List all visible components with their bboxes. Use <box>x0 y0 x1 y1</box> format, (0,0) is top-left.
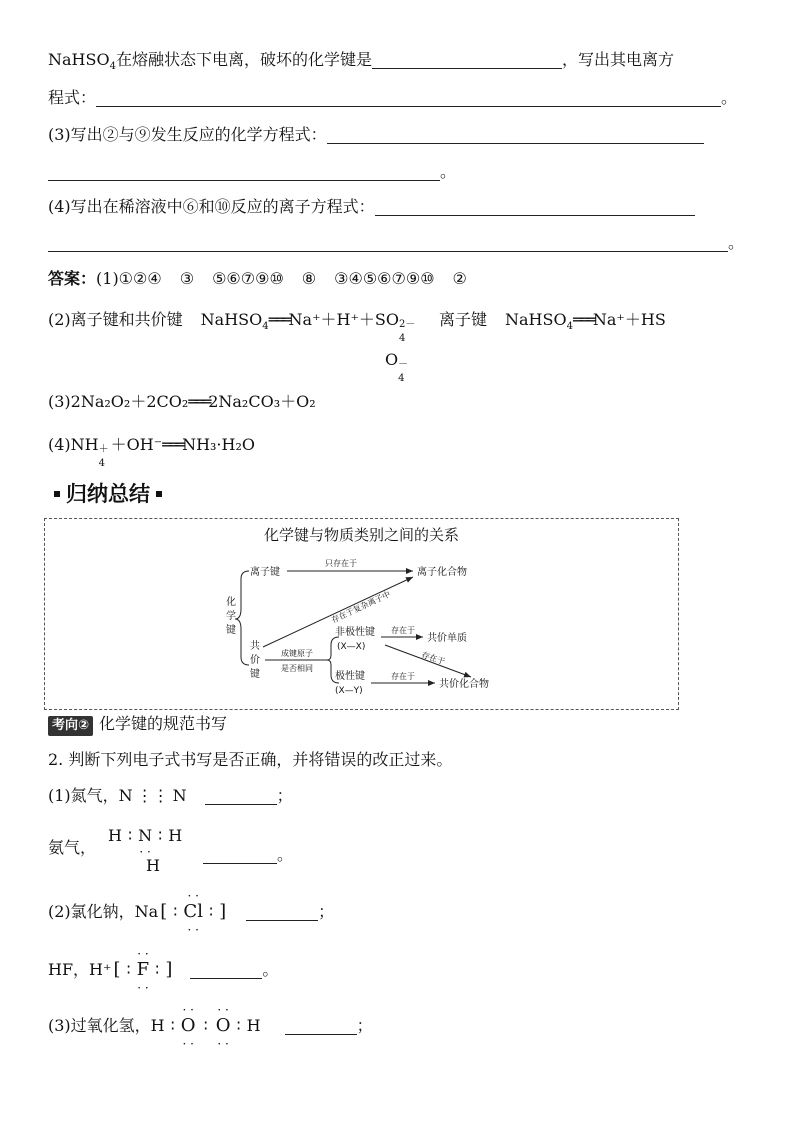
formula-text: NaHSO <box>48 50 110 69</box>
bond-dots: ∶ <box>170 1016 175 1035</box>
ionic-compound-label: 离子化合物 <box>417 567 467 578</box>
bracket: [ <box>160 901 168 922</box>
polar-formula: (X—Y) <box>335 686 363 696</box>
root-brace <box>235 571 249 665</box>
answer-part: (1)①②④ <box>96 269 162 288</box>
answer-line-2 <box>48 310 666 344</box>
question-text: 在熔融状态下电离，破坏的化学键是 <box>115 50 372 69</box>
bond-dots: ∶ <box>236 1016 241 1035</box>
atom-symbol: O <box>215 1015 231 1036</box>
punct: ； <box>318 902 335 921</box>
bond-dots: ∶ <box>158 826 163 845</box>
question-3 <box>48 125 704 145</box>
subscript: 4 <box>398 373 405 384</box>
formula-text: Na⁺＋H⁺＋SO <box>288 310 399 329</box>
question-4-cont <box>48 233 744 253</box>
answer-line-1 <box>48 269 467 289</box>
item-sodium-chloride <box>48 889 335 937</box>
bond-dots: ∶ <box>208 902 214 921</box>
answer-part: ③ <box>179 269 195 288</box>
same-atoms-label: 成键原子 <box>281 649 313 658</box>
punct: ； <box>276 786 293 805</box>
formula-text: O <box>385 350 399 369</box>
equals-sign: ═══ <box>268 310 289 329</box>
atom-symbol: · · O · · <box>215 1003 231 1051</box>
diagram-title: 化学键与物质类别之间的关系 <box>263 526 459 544</box>
answer-part: ⑧ <box>301 269 317 288</box>
formula-text: Na⁺＋HS <box>592 310 666 329</box>
formula-text: (3)2Na₂O₂＋2CO₂ <box>48 392 189 411</box>
only-exist-label: 只存在于 <box>325 559 357 568</box>
bracket: [ <box>113 959 121 980</box>
answer-blank[interactable] <box>285 1018 357 1035</box>
atom-symbol: · · F · · <box>136 947 150 995</box>
intro-line-1 <box>48 50 674 77</box>
bond-dots: ∶ <box>155 960 160 979</box>
polar-label: 极性键 <box>335 671 365 682</box>
formula-text: NH₃·H₂O <box>182 435 255 454</box>
bond-dots: ⋮⋮ <box>136 786 169 805</box>
question-text: ，写出其电离方 <box>561 50 674 69</box>
question-label: (4)写出在稀溶液中⑥和⑩反应的离子方程式： <box>48 197 375 216</box>
root-char: 键 <box>226 625 236 636</box>
summary-box <box>44 518 679 710</box>
answer-line-3 <box>48 392 316 412</box>
subscript: 4 <box>262 321 269 333</box>
atom-symbol: N <box>118 786 133 805</box>
question-3-cont <box>48 162 456 182</box>
subscript: 4 <box>399 333 406 344</box>
ionic-bond-label: 离子键 <box>250 567 280 578</box>
root-char: 化 <box>226 597 236 608</box>
superscript: ＋ <box>98 444 109 455</box>
equals-sign: ═══ <box>188 392 209 411</box>
bond-dots: ∶ <box>126 960 131 979</box>
atom-symbol: H <box>168 826 183 845</box>
subscript: 4 <box>98 458 105 469</box>
answer-blank[interactable] <box>375 199 695 216</box>
answer-label: 答案： <box>48 269 97 288</box>
section-title: 归纳总结 <box>66 482 150 506</box>
ammonia-answer <box>203 842 293 865</box>
question-label: (3)写出②与⑨发生反应的化学方程式： <box>48 125 327 144</box>
answer-blank[interactable] <box>372 52 562 69</box>
bond-dots: ∶ <box>127 826 133 845</box>
question-stem: 2. 判断下列电子式书写是否正确，并将错误的改正过来。 <box>48 750 453 769</box>
atom-symbol: H <box>246 1016 261 1035</box>
formula-text: NaHSO <box>505 310 567 329</box>
punct: 。 <box>262 960 279 979</box>
item-label: HF，H⁺ <box>48 960 112 979</box>
answer-blank[interactable] <box>190 962 262 979</box>
atom-symbol: · · Cl · · <box>183 889 203 937</box>
covalent-element-label: 共价单质 <box>427 633 467 644</box>
bond-diagram <box>45 519 678 709</box>
subscript: 4 <box>566 321 573 333</box>
superscript: 2－ <box>399 319 416 330</box>
square-bullet-icon <box>156 491 162 497</box>
atom-symbol: F <box>136 959 150 980</box>
answer-part: ② <box>452 269 467 288</box>
bond-dots: ∶ <box>203 1016 208 1035</box>
question-text: 。 <box>440 162 457 181</box>
atom-symbol: Cl <box>183 901 203 922</box>
intro-line-2 <box>48 88 737 108</box>
exists-complex-label: 存在于复杂离子中 <box>330 589 392 625</box>
item-hydrogen-peroxide <box>48 1003 373 1051</box>
question-text: 。 <box>728 233 745 252</box>
question-4 <box>48 197 695 217</box>
atom-symbol: O <box>180 1015 196 1036</box>
punct: 。 <box>277 845 294 864</box>
exist-in-label: 存在于 <box>420 650 446 667</box>
answer-blank[interactable] <box>246 904 318 921</box>
equals-sign: ═══ <box>572 310 593 329</box>
section-header <box>48 478 168 508</box>
atom-symbol: N · · <box>138 826 153 859</box>
item-label: (3)过氧化氢，H <box>48 1016 165 1035</box>
answer-part: (2)离子键和共价键 <box>48 310 183 329</box>
subscript: 4 <box>109 61 116 73</box>
section-subtitle: 化学键的规范书写 <box>99 714 228 733</box>
section-tag: 考向② <box>48 716 93 736</box>
bond-dots: ∶ <box>173 902 178 921</box>
item-label: (2)氯化钠，Na <box>48 902 159 921</box>
formula-text: 2Na₂CO₃＋O₂ <box>208 392 316 411</box>
atom-symbol: N <box>138 826 153 845</box>
atom-symbol: · · O · · <box>180 1003 196 1051</box>
exist-in-label: 存在于 <box>391 626 415 635</box>
bracket: ] <box>219 901 227 922</box>
item-label: 氨气， <box>48 838 97 857</box>
equals-sign: ═══ <box>162 435 183 454</box>
nonpolar-label: 非极性键 <box>335 627 375 638</box>
formula-text: (4)NH <box>48 435 99 454</box>
square-bullet-icon <box>54 491 60 497</box>
answer-blank[interactable] <box>48 164 440 181</box>
item-hydrogen-fluoride <box>48 947 279 995</box>
q2-stem <box>48 750 452 770</box>
root-char: 学 <box>226 611 236 622</box>
item-ammonia <box>48 838 96 858</box>
item-label: (1)氮气， <box>48 786 119 805</box>
covalent-compound-label: 共价化合物 <box>439 679 489 690</box>
covalent-char: 键 <box>250 669 260 680</box>
question-text: 。 <box>721 88 738 107</box>
item-nitrogen <box>48 786 293 806</box>
answer-blank[interactable] <box>203 847 277 864</box>
answer-line-2-tail <box>385 350 410 384</box>
answer-blank[interactable] <box>48 235 728 252</box>
same-atoms-label: 是否相同 <box>281 664 313 673</box>
superscript: － <box>398 359 409 370</box>
nonpolar-formula: (X—X) <box>337 642 366 652</box>
covalent-char: 共 <box>250 641 260 652</box>
formula-text: ＋OH⁻ <box>110 435 163 454</box>
atom-symbol: H <box>108 826 122 845</box>
answer-blank[interactable] <box>205 788 277 805</box>
answer-blank[interactable] <box>327 127 704 144</box>
q2-section-header <box>48 714 227 736</box>
atom-symbol: H <box>146 856 160 875</box>
answer-line-4 <box>48 435 255 469</box>
answer-part: 离子键 <box>439 310 488 329</box>
covalent-char: 价 <box>250 655 260 666</box>
answer-blank[interactable] <box>96 90 721 107</box>
formula-text: NaHSO <box>200 310 263 329</box>
bracket: ] <box>165 959 173 980</box>
punct: ； <box>356 1016 373 1035</box>
exist-in-label: 存在于 <box>391 672 415 681</box>
question-text: 程式： <box>48 88 97 107</box>
atom-symbol: N <box>172 786 187 805</box>
answer-part: ⑤⑥⑦⑨⑩ <box>212 269 284 288</box>
answer-part: ③④⑤⑥⑦⑨⑩ <box>334 269 435 288</box>
ammonia-formula <box>108 826 183 859</box>
